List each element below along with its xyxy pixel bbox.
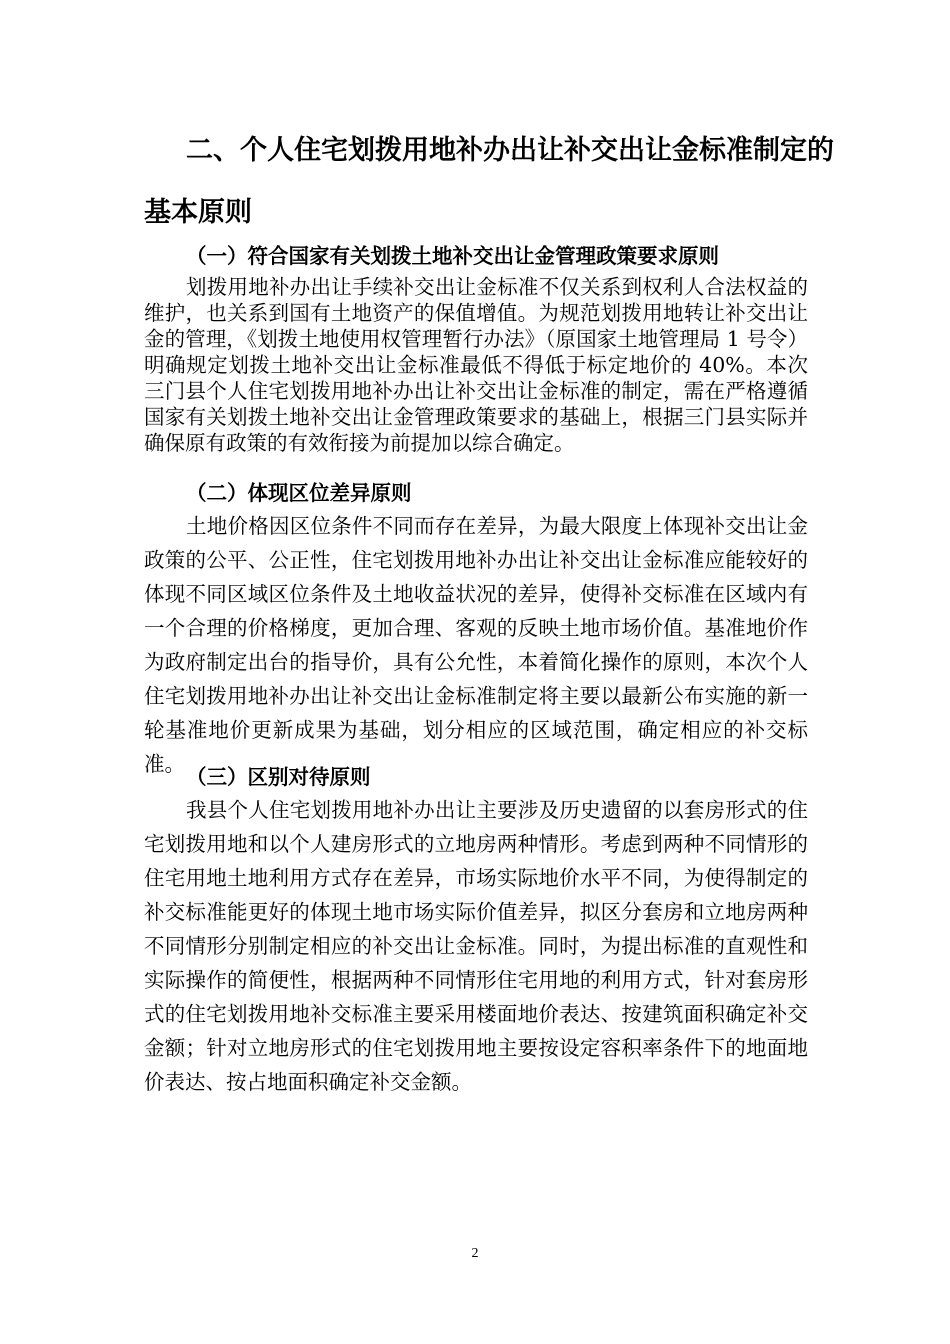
subsection-heading-2: （二）体现区位差异原则: [186, 481, 412, 505]
page-number: 2: [471, 1246, 479, 1261]
subsection-heading-1: （一）符合国家有关划拨土地补交出让金管理政策要求原则: [186, 244, 719, 268]
subsection-heading-3: （三）区别对待原则: [186, 765, 371, 789]
subsection-paragraph-2: 土地价格因区位条件不同而存在差异，为最大限度上体现补交出让金政策的公平、公正性，住宅划拨用地补办出让补交出让金标准应能较好的体现不同区域区位条件及土地收益状况的差异，使得补交标准在区域内有一个合理的价格梯度，更加合理、客观的反映土地市场价值。基准地价作为政府制定出台的指导价，具有公允性，本着简化操作的原则，本次个人住宅划拨用地补办出让补交出让金标准制定将主要以最新公布实施的新一轮基准地价更新成果为基础，划分相应的区域范围，确定相应的补交标准。: [144, 514, 808, 776]
subsection-paragraph-3: 我县个人住宅划拨用地补办出让主要涉及历史遗留的以套房形式的住宅划拨用地和以个人建房形式的立地房两种情形。考虑到两种不同情形的住宅用地土地利用方式存在差异，市场实际地价水平不同，为使得制定的补交标准能更好的体现土地市场实际价值差异，拟区分套房和立地房两种不同情形分别制定相应的补交出让金标准。同时，为提出标准的直观性和实际操作的简便性，根据两种不同情形住宅用地的利用方式，针对套房形式的住宅划拨用地补交标准主要采用楼面地价表达、按建筑面积确定补交金额；针对立地房形式的住宅划拨用地主要按设定容积率条件下的地面地价表达、按占地面积确定补交金额。: [144, 798, 808, 1094]
section-title-line-1: 二、个人住宅划拨用地补办出让补交出让金标准制定的: [186, 135, 834, 166]
section-title-line-2: 基本原则: [144, 197, 252, 228]
subsection-paragraph-1: 划拨用地补办出让手续补交出让金标准不仅关系到权利人合法权益的维护，也关系到国有土地资产的保值增值。为规范划拨用地转让补交出让金的管理，《划拨土地使用权管理暂行办法》（原国家土地管理局 1 号令）明确规定划拨土地补交出让金标准最低不得低于标定地价的 40%。本次三门县个人住宅划拨用地补办出让补交出让金标准的制定，需在严格遵循国家有关划拨土地补交出让金管理政策要求的基础上，根据三门县实际并确保原有政策的有效衔接为前提加以综合确定。: [144, 275, 808, 455]
